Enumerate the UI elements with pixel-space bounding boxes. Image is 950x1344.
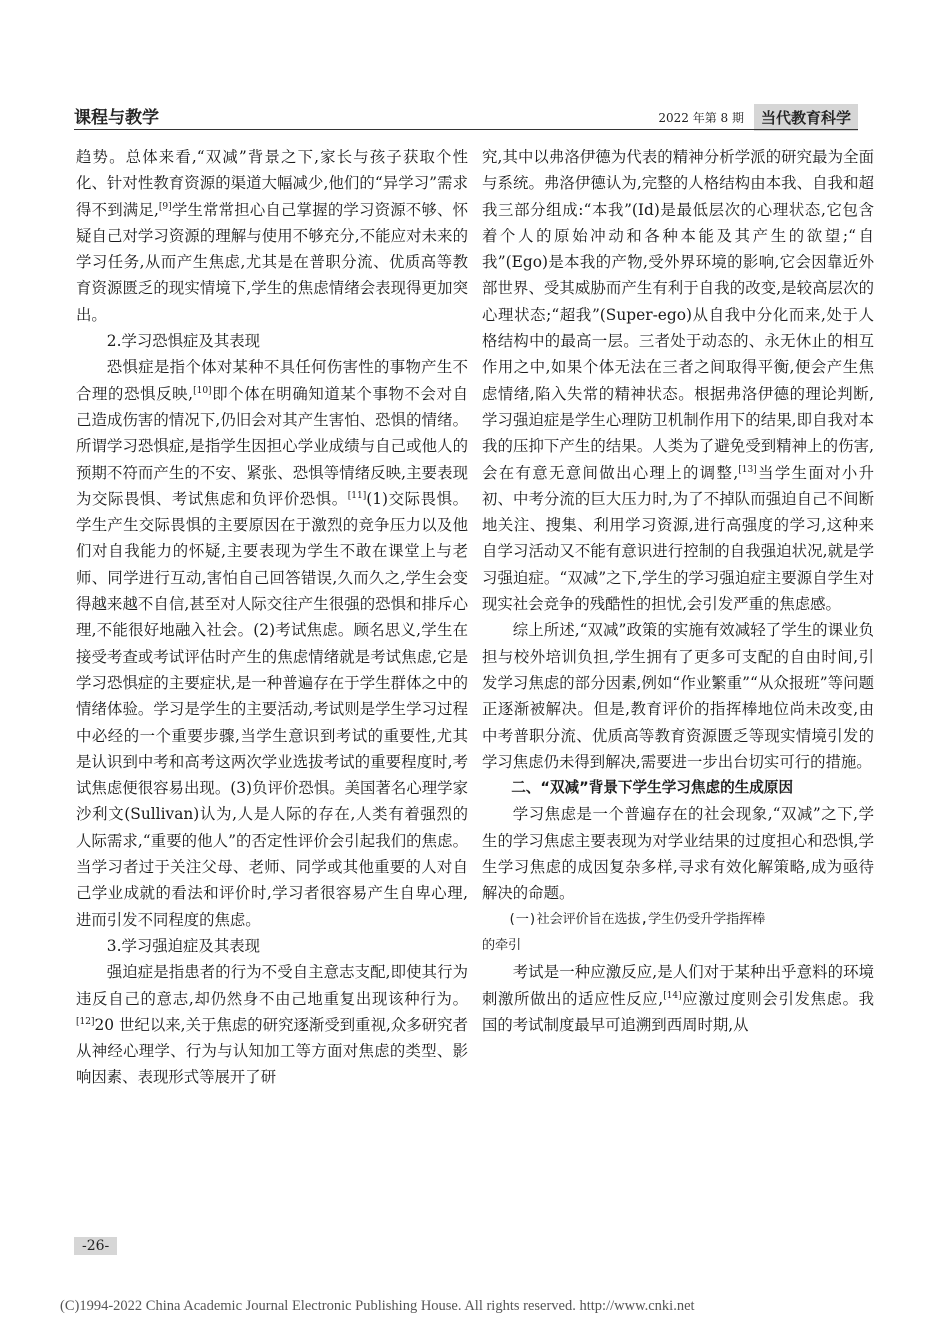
paragraph: 考试是一种应激反应,是人们对于某种出乎意料的环境刺激所做出的适应性反应,[14]应激过度则会引发焦虑。我国的考试制度最早可追溯到西周时期,从 (482, 963, 874, 1034)
citation: [14] (663, 990, 682, 1001)
citation: [9] (158, 201, 172, 212)
citation: [10] (193, 385, 212, 396)
citation: [11] (347, 490, 367, 501)
subsection-heading: 3.学习强迫症及其表现 (106, 936, 260, 955)
section-title: 课程与教学 (74, 108, 159, 128)
issue-label: 2022 年第 8 期 (658, 111, 744, 125)
journal-name: 当代教育科学 (754, 104, 858, 131)
citation: [12] (76, 1016, 95, 1027)
header-rule (74, 129, 858, 130)
copyright-notice: (C)1994-2022 China Academic Journal Electronic Publishing House. All rights reserved. http://www.cnki.net (60, 1298, 695, 1314)
citation: [13] (738, 464, 757, 475)
paragraph: 究,其中以弗洛伊德为代表的精神分析学派的研究最为全面与系统。弗洛伊德认为,完整的人格结构由本我、自我和超我三部分组成:“本我”(Id)是最低层次的心理状态,它包含着个人的原始冲动和各种本能及其产生的欲望;“自我”(Ego)是本我的产物,受外界环境的影响,它会因靠近外部世界、受其威胁而产生有利于自我的改变,是较高层次的心理状态;“超我”(Super-ego)从自我中分化而来,处于人格结构中的最高一层。三者处于动态的、永无休止的相互作用之中,如果个体无法在三者之间取得平衡,便会产生焦虑情绪,陷入失常的精神状态。根据弗洛伊德的理论判断,学习强迫症是学生心理防卫机制作用下的结果,即自我对本我的压抑下产生的结果。人类为了避免受到精神上的伤害,会在有意无意间做出心理上的调整,[13]当学生面对小升初、中考分流的巨大压力时,为了不掉队而强迫自己不间断地关注、搜集、利用学习资源,进行高强度的学习,这种来自学习活动又不能有意识进行控制的自我强迫状况,就是学习强迫症。“双减”之下,学生的学习强迫症主要源自学生对现实社会竞争的残酷性的担忧,会引发严重的焦虑感。 (482, 148, 874, 614)
subsection-heading: 2.学习恐惧症及其表现 (106, 332, 260, 351)
left-column (76, 144, 468, 1091)
right-column (482, 144, 874, 1038)
page-number: -26- (74, 1237, 117, 1255)
paragraph: 恐惧症是指个体对某种不具任何伤害性的事物产生不合理的恐惧反映,[10]即个体在明确知道某个事物不会对自己造成伤害的情况下,仍旧会对其产生害怕、恐惧的情绪。所谓学习恐惧症,是指学生因担心学业成绩与自己或他人的预期不符而产生的不安、紧张、恐惧等情绪反映,主要表现为交际畏惧、考试焦虑和负评价恐惧。[11](1)交际畏惧。学生产生交际畏惧的主要原因在于激烈的竞争压力以及他们对自我能力的怀疑,主要表现为学生不敢在课堂上与老师、同学进行互动,害怕自己回答错误,久而久之,学生会变得越来越不自信,甚至对人际交往产生很强的恐惧和排斥心理,不能很好地融入社会。(2)考试焦虑。顾名思义,学生在接受考查或考试评估时产生的焦虑情绪就是考试焦虑,它是学习恐惧症的主要症状,是一种普遍存在于学生群体之中的情绪体验。学习是学生的主要活动,考试则是学生学习过程中必经的一个重要步骤,当学生意识到考试的重要性,尤其是认识到中考和高考这两次学业选拔考试的重要程度时,考试焦虑便很容易出现。(3)负评价恐惧。美国著名心理学家沙利文(Sullivan)认为,人是人际的存在,人类有着强烈的人际需求,“重要的他人”的否定性评价会引起我们的焦虑。当学习者过于关注父母、老师、同学或其他重要的人对自己学业成就的看法和评价时,学习者很容易产生自卑心理,进而引发不同程度的焦虑。 (76, 358, 468, 929)
paragraph: 综上所述,“双减”政策的实施有效减轻了学生的课业负担与校外培训负担,学生拥有了更多可支配的自由时间,引发学习焦虑的部分因素,例如“作业繁重”“从众报班”等问题正逐渐被解决。但是,教育评价的指挥棒地位尚未改变,由中考普职分流、优质高等教育资源匮乏等现实情境引发的学习焦虑仍未得到解决,需要进一步出台切实可行的措施。 (482, 621, 874, 771)
paragraph: 学习焦虑是一个普遍存在的社会现象,“双减”之下,学生的学习焦虑主要表现为对学业结果的过度担心和恐惧,学生学习焦虑的成因复杂多样,寻求有效化解策略,成为亟待解决的命题。 (482, 805, 874, 903)
section-heading: 二、“双减”背景下学生学习焦虑的生成原因 (511, 779, 794, 797)
paragraph: 趋势。总体来看,“双减”背景之下,家长与孩子获取个性化、针对性教育资源的渠道大幅减少,他们的“异学习”需求得不到满足,[9]学生常常担心自己掌握的学习资源不够、怀疑自己对学习资源的理解与使用不够充分,不能应对未来的学习任务,从而产生焦虑,尤其是在普职分流、优质高等教育资源匮乏的现实情境下,学生的焦虑情绪会表现得更加突出。 (76, 148, 468, 324)
journal-header (658, 104, 858, 131)
sub-heading: (一)社会评价旨在选拔,学生仍受升学指挥棒 的牵引 (482, 911, 765, 953)
paragraph: 强迫症是指患者的行为不受自主意志支配,即使其行为违反自己的意志,却仍然身不由己地重复出现该种行为。[12]20 世纪以来,关于焦虑的研究逐渐受到重视,众多研究者从神经心理学、行为与认知加工等方面对焦虑的类型、影响因素、表现形式等展开了研 (76, 963, 468, 1087)
